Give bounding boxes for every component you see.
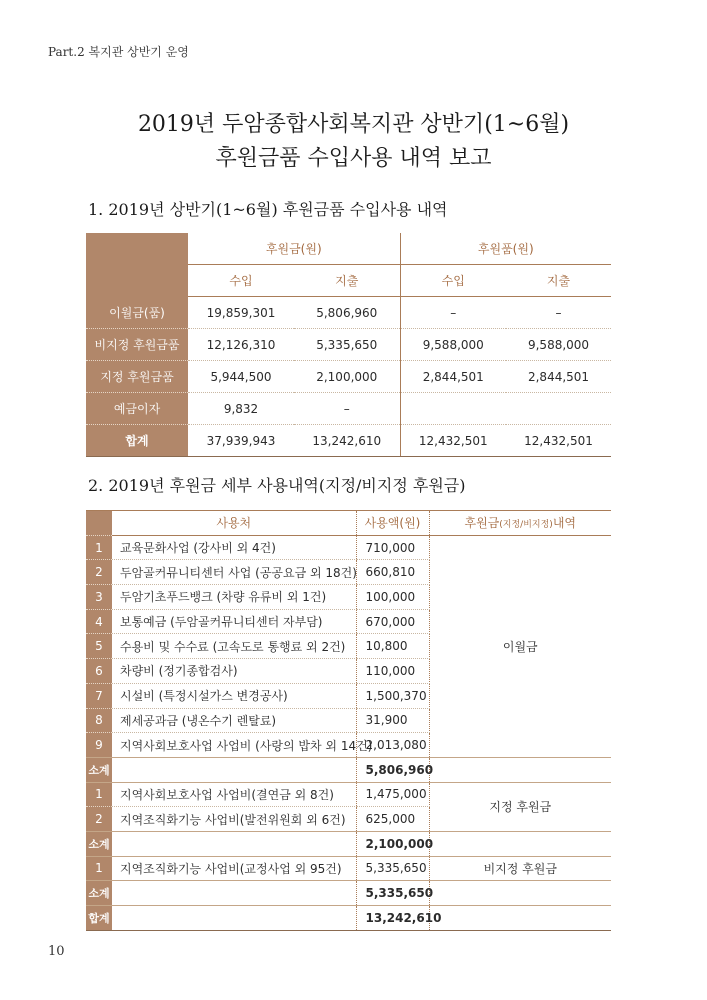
table-row — [86, 361, 611, 393]
table-row — [86, 329, 611, 361]
row-label: 합계 — [86, 425, 188, 457]
row-number: 1 — [86, 856, 112, 881]
col-header-note-tail: 내역 — [552, 516, 576, 531]
empty-cell — [112, 906, 356, 931]
usage-amount: 110,000 — [356, 659, 429, 684]
usage-place: 교육문화사업 (강사비 외 4건) — [112, 535, 356, 560]
cell-goods-income: 9,588,000 — [400, 329, 506, 361]
row-number: 3 — [86, 585, 112, 610]
cell-goods-expense: 2,844,501 — [506, 361, 611, 393]
row-number: 1 — [86, 782, 112, 807]
table-row — [86, 535, 611, 560]
col-header-income: 수입 — [400, 265, 506, 297]
row-label: 지정 후원금품 — [86, 361, 188, 393]
usage-amount: 100,000 — [356, 585, 429, 610]
subtotal-amount: 2,100,000 — [356, 831, 429, 856]
cell-money-expense: 13,242,610 — [294, 425, 400, 457]
empty-cell — [429, 881, 611, 906]
row-label: 이월금(품) — [86, 297, 188, 329]
row-number: 2 — [86, 560, 112, 585]
income-expense-table — [86, 233, 611, 457]
section-1-heading: 1. 2019년 상반기(1~6월) 후원금품 수입사용 내역 — [88, 200, 448, 219]
usage-amount: 625,000 — [356, 807, 429, 832]
subtotal-row — [86, 757, 611, 782]
section-2-heading: 2. 2019년 후원금 세부 사용내역(지정/비지정 후원금) — [88, 476, 466, 495]
page-number: 10 — [48, 944, 65, 959]
note-undesignated: 비지정 후원금 — [429, 856, 611, 881]
cell-goods-income: 12,432,501 — [400, 425, 506, 457]
subtotal-label: 소계 — [86, 831, 112, 856]
row-number: 6 — [86, 659, 112, 684]
usage-amount: 660,810 — [356, 560, 429, 585]
cell-money-income: 9,832 — [188, 393, 294, 425]
subtotal-row — [86, 831, 611, 856]
row-number: 4 — [86, 609, 112, 634]
usage-amount: 670,000 — [356, 609, 429, 634]
title-line-2: 후원금품 수입사용 내역 보고 — [215, 146, 492, 171]
note-carryover: 이월금 — [429, 535, 611, 757]
usage-place: 수용비 및 수수료 (고속도로 통행료 외 2건) — [112, 634, 356, 659]
col-header-note-small: (지정/비지정) — [499, 520, 553, 531]
cell-goods-income: – — [400, 297, 506, 329]
row-label: 비지정 후원금품 — [86, 329, 188, 361]
usage-place: 시설비 (특정시설가스 변경공사) — [112, 683, 356, 708]
corner-cell — [86, 233, 188, 297]
cell-goods-income — [400, 393, 506, 425]
cell-goods-expense: 12,432,501 — [506, 425, 611, 457]
usage-place: 차량비 (정기종합검사) — [112, 659, 356, 684]
col-header-amount: 사용액(원) — [356, 511, 429, 536]
row-number: 2 — [86, 807, 112, 832]
empty-cell — [112, 831, 356, 856]
subtotal-amount: 5,806,960 — [356, 757, 429, 782]
cell-money-income: 19,859,301 — [188, 297, 294, 329]
note-designated: 지정 후원금 — [429, 782, 611, 831]
cell-money-expense: 5,335,650 — [294, 329, 400, 361]
row-number: 7 — [86, 683, 112, 708]
cell-money-expense: 2,100,000 — [294, 361, 400, 393]
subtotal-amount: 5,335,650 — [356, 881, 429, 906]
table-row — [86, 782, 611, 807]
subtotal-row — [86, 881, 611, 906]
usage-detail-table — [86, 510, 611, 931]
usage-place: 지역조직화기능 사업비(교정사업 외 95건) — [112, 856, 356, 881]
usage-place: 지역사회보호사업 사업비 (사랑의 밥차 외 14건) — [112, 733, 356, 758]
cell-goods-income: 2,844,501 — [400, 361, 506, 393]
usage-amount: 31,900 — [356, 708, 429, 733]
empty-cell — [429, 831, 611, 856]
col-header-place: 사용처 — [112, 511, 356, 536]
corner-cell — [86, 511, 112, 536]
header-row — [86, 511, 611, 536]
usage-place: 제세공과금 (냉온수기 렌탈료) — [112, 708, 356, 733]
running-header: Part.2 복지관 상반기 운영 — [48, 45, 189, 59]
total-amount: 13,242,610 — [356, 906, 429, 931]
page-title — [0, 108, 707, 176]
col-header-expense: 지출 — [294, 265, 400, 297]
row-number: 5 — [86, 634, 112, 659]
row-number: 1 — [86, 535, 112, 560]
usage-place: 지역사회보호사업 사업비(결연금 외 8건) — [112, 782, 356, 807]
empty-cell — [429, 906, 611, 931]
cell-money-income: 12,126,310 — [188, 329, 294, 361]
cell-money-income: 5,944,500 — [188, 361, 294, 393]
cell-money-income: 37,939,943 — [188, 425, 294, 457]
title-line-1: 2019년 두암종합사회복지관 상반기(1~6월) — [137, 112, 570, 137]
usage-amount: 5,335,650 — [356, 856, 429, 881]
empty-cell — [429, 757, 611, 782]
cell-goods-expense: – — [506, 297, 611, 329]
group-header-money: 후원금(원) — [188, 233, 400, 265]
cell-goods-expense: 9,588,000 — [506, 329, 611, 361]
empty-cell — [112, 881, 356, 906]
row-label: 예금이자 — [86, 393, 188, 425]
empty-cell — [112, 757, 356, 782]
usage-place: 보통예금 (두암골커뮤니티센터 자부담) — [112, 609, 356, 634]
usage-place: 두암골커뮤니티센터 사업 (공공요금 외 18건) — [112, 560, 356, 585]
col-header-note-main: 후원금 — [464, 516, 500, 531]
col-header-income: 수입 — [188, 265, 294, 297]
usage-amount: 2,013,080 — [356, 733, 429, 758]
total-label: 합계 — [86, 906, 112, 931]
group-header-goods: 후원품(원) — [400, 233, 611, 265]
subtotal-label: 소계 — [86, 757, 112, 782]
row-number: 9 — [86, 733, 112, 758]
usage-amount: 710,000 — [356, 535, 429, 560]
cell-money-expense: 5,806,960 — [294, 297, 400, 329]
usage-amount: 10,800 — [356, 634, 429, 659]
total-row — [86, 425, 611, 457]
usage-place: 두암기초푸드뱅크 (차량 유류비 외 1건) — [112, 585, 356, 610]
row-number: 8 — [86, 708, 112, 733]
table-row — [86, 856, 611, 881]
col-header-expense: 지출 — [506, 265, 611, 297]
col-header-note — [429, 511, 611, 536]
usage-place: 지역조직화기능 사업비(발전위원회 외 6건) — [112, 807, 356, 832]
cell-goods-expense — [506, 393, 611, 425]
table-row — [86, 297, 611, 329]
total-row — [86, 906, 611, 931]
subtotal-label: 소계 — [86, 881, 112, 906]
table-row — [86, 393, 611, 425]
usage-amount: 1,475,000 — [356, 782, 429, 807]
cell-money-expense: – — [294, 393, 400, 425]
usage-amount: 1,500,370 — [356, 683, 429, 708]
